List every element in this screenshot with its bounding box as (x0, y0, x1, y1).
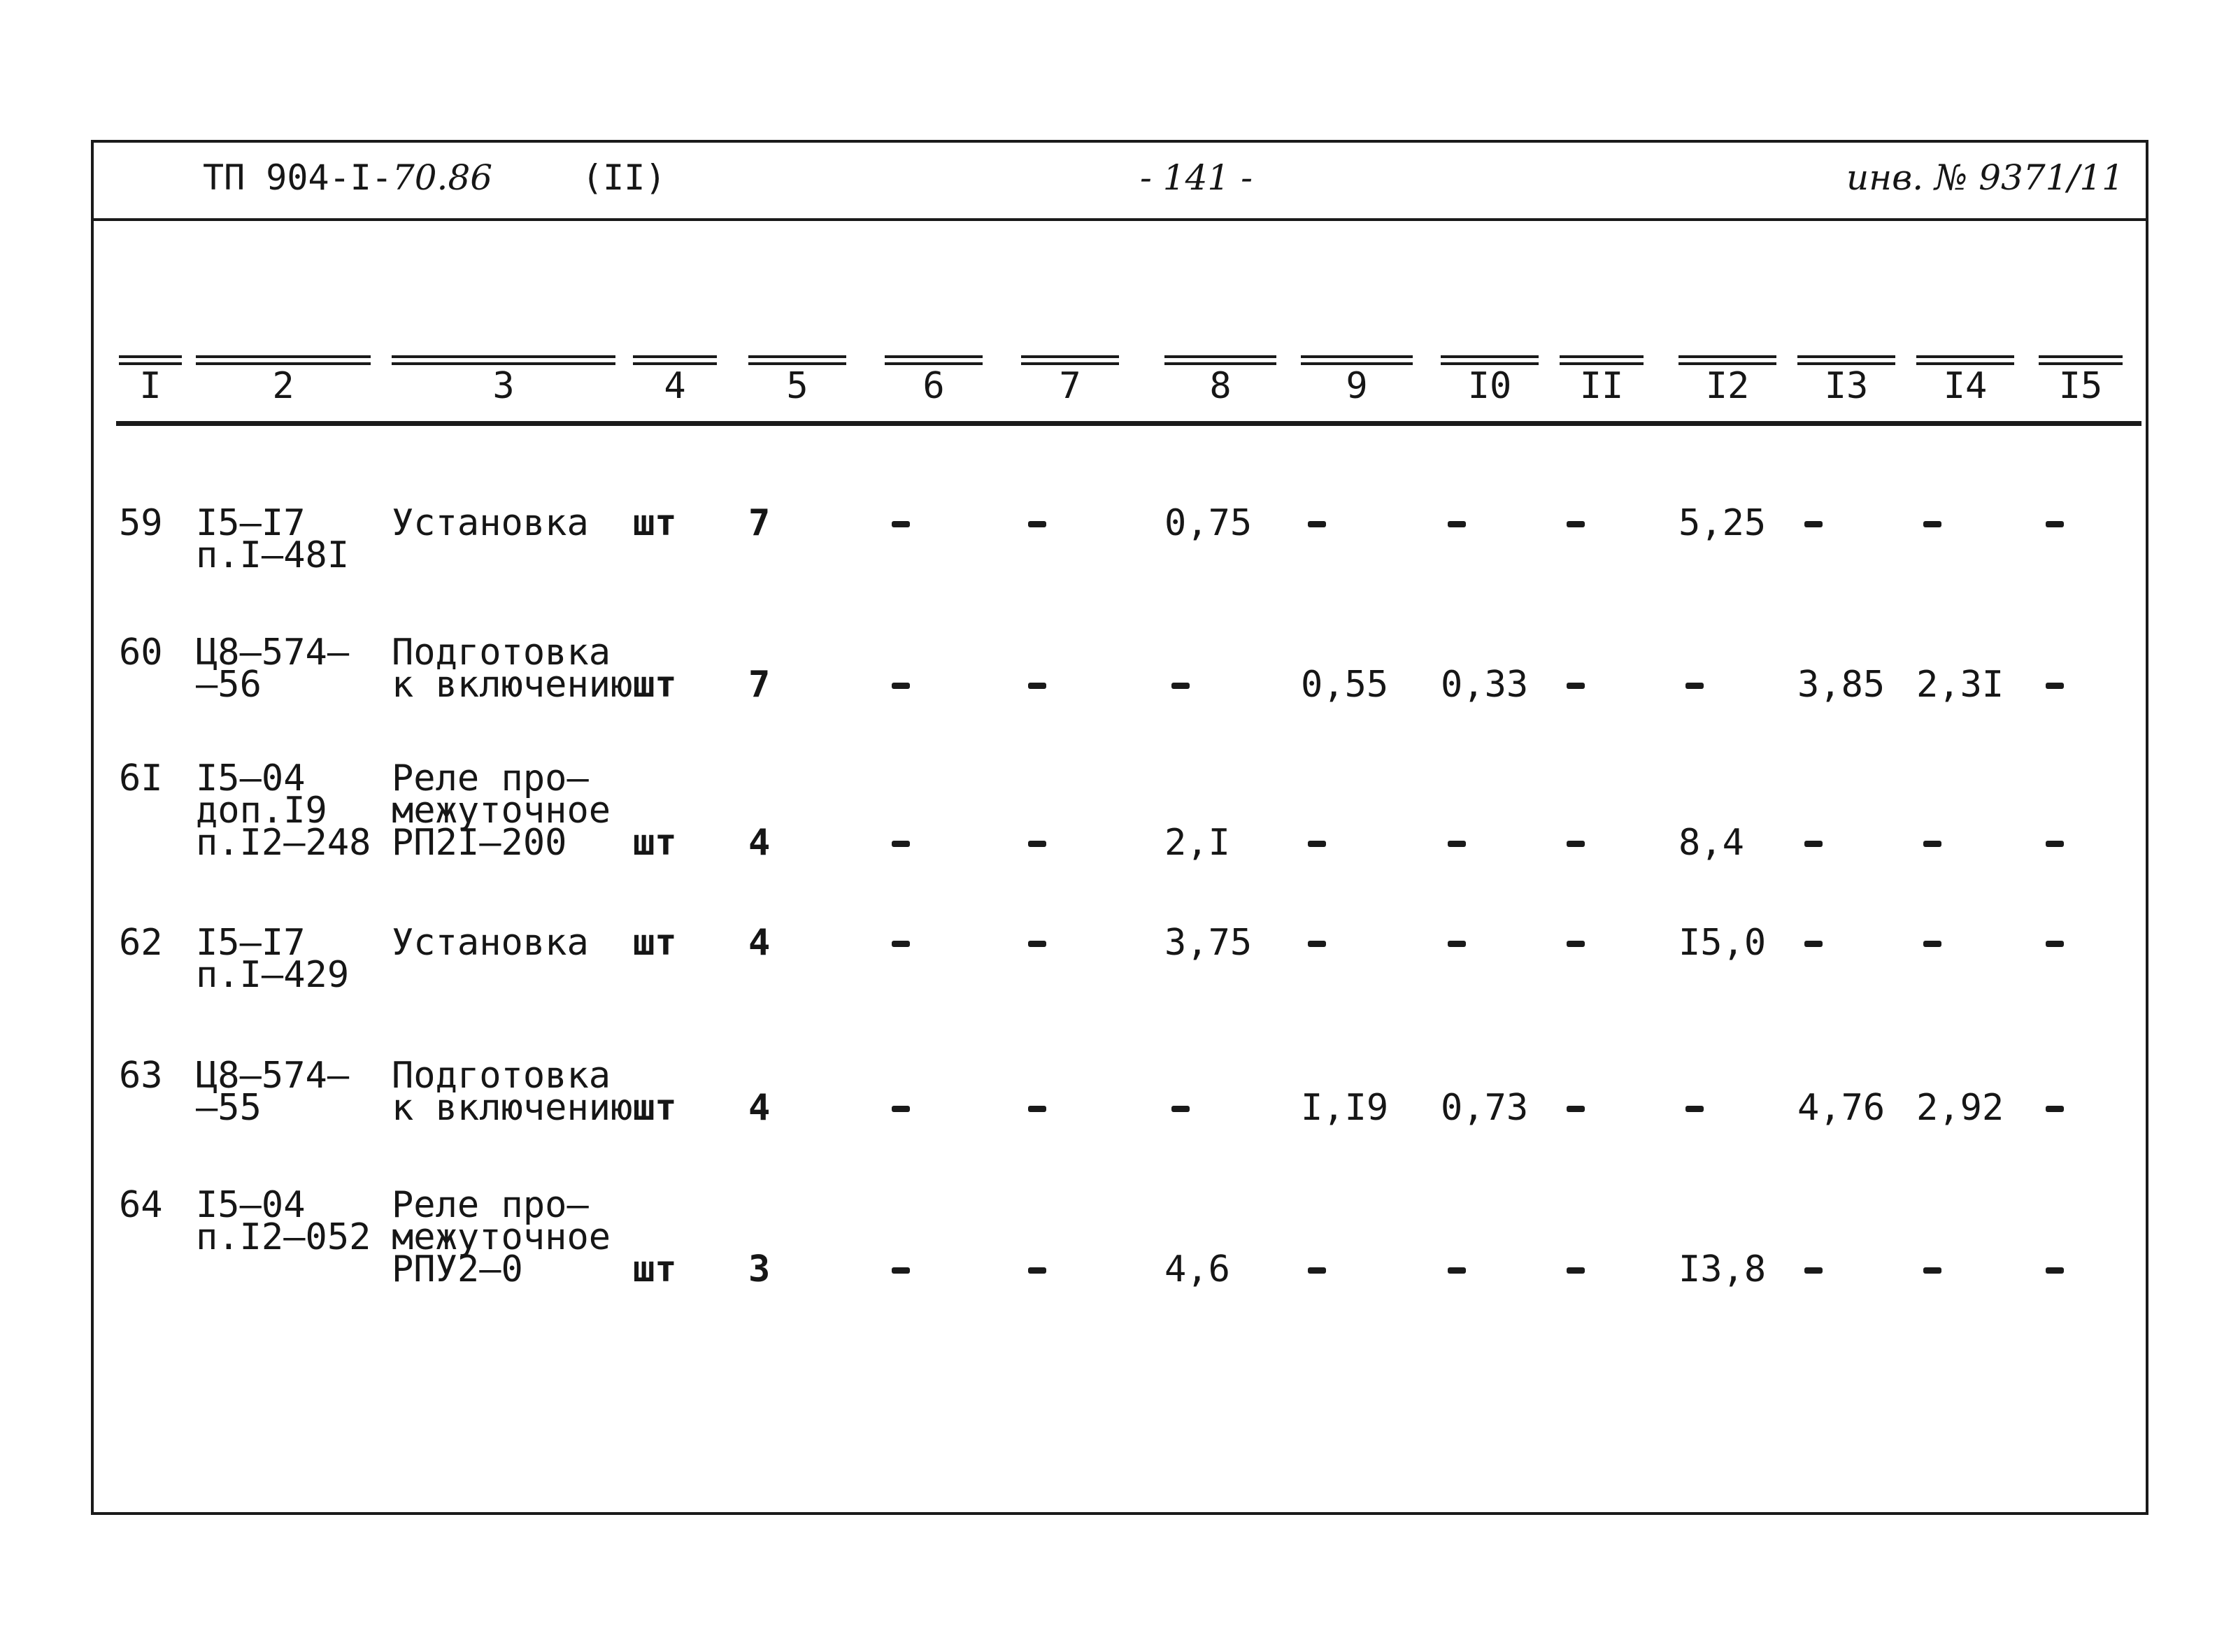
empty-value-dash (2046, 521, 2064, 527)
table-cell-col-4: шт (633, 664, 677, 706)
empty-value-dash (892, 1106, 910, 1112)
table-cell-col-1: 60 (119, 632, 163, 674)
empty-value-dash (1923, 841, 1941, 847)
table-cell-col-2: Ц8–574– –56 (196, 632, 350, 706)
empty-value-dash (1448, 1267, 1466, 1274)
table-cell-col-2: Ц8–574– –55 (196, 1055, 350, 1129)
column-number: I5 (2058, 365, 2103, 407)
table-cell-col-5: 7 (748, 502, 771, 544)
empty-value-dash (2046, 1267, 2064, 1274)
table-cell-col-1: 64 (119, 1184, 163, 1226)
table-cell-col-5: 4 (748, 822, 771, 864)
table-cell-col-8: 2,I (1164, 822, 1230, 864)
header-divider (91, 218, 2148, 221)
table-cell-col-3: Подготовка к включению (392, 632, 633, 706)
table-cell-col-5: 4 (748, 922, 771, 964)
empty-value-dash (1028, 841, 1046, 847)
table-cell-col-1: 63 (119, 1055, 163, 1097)
empty-value-dash (1567, 683, 1585, 689)
table-cell-col-3: Установка (392, 922, 589, 964)
empty-value-dash (1923, 521, 1941, 527)
empty-value-dash (1685, 683, 1704, 689)
empty-value-dash (1567, 841, 1585, 847)
table-cell-col-10: 0,73 (1441, 1087, 1529, 1129)
empty-value-dash (1028, 1106, 1046, 1112)
column-header-rule (196, 355, 371, 365)
volume-label: (II) (582, 157, 667, 198)
column-number: I4 (1943, 365, 1988, 407)
table-cell-col-1: 62 (119, 922, 163, 964)
column-header-rule (1560, 355, 1644, 365)
column-number: I (139, 365, 162, 407)
empty-value-dash (1567, 1267, 1585, 1274)
table-cell-col-5: 7 (748, 664, 771, 706)
empty-value-dash (892, 683, 910, 689)
table-cell-col-4: шт (633, 1087, 677, 1129)
column-header-rule (392, 355, 615, 365)
column-header-rule (2039, 355, 2123, 365)
table-cell-col-4: шт (633, 502, 677, 544)
column-header-rule (1441, 355, 1539, 365)
table-cell-col-4: шт (633, 922, 677, 964)
empty-value-dash (1171, 1106, 1190, 1112)
column-header-rule (1797, 355, 1895, 365)
header-bottom-rule (116, 421, 2141, 426)
column-header-rule (633, 355, 717, 365)
empty-value-dash (1308, 521, 1326, 527)
column-number: II (1579, 365, 1624, 407)
column-number: I3 (1824, 365, 1869, 407)
empty-value-dash (1567, 521, 1585, 527)
table-cell-col-14: 2,92 (1916, 1087, 2004, 1129)
table-cell-col-12: I3,8 (1678, 1248, 1767, 1290)
empty-value-dash (1171, 683, 1190, 689)
column-header-rule (748, 355, 846, 365)
table-cell-col-14: 2,3I (1916, 664, 2004, 706)
column-number: 5 (786, 365, 808, 407)
column-header-rule (885, 355, 983, 365)
table-cell-col-12: 5,25 (1678, 502, 1767, 544)
table-cell-col-4: шт (633, 1248, 677, 1290)
empty-value-dash (1923, 941, 1941, 947)
table-cell-col-13: 3,85 (1797, 664, 1886, 706)
column-number: 6 (922, 365, 945, 407)
document-code: ТП 904-I-70.86 (203, 157, 493, 198)
empty-value-dash (2046, 1106, 2064, 1112)
empty-value-dash (1308, 841, 1326, 847)
empty-value-dash (1448, 521, 1466, 527)
table-cell-col-1: 6I (119, 757, 163, 799)
column-number: 8 (1209, 365, 1232, 407)
empty-value-dash (892, 521, 910, 527)
empty-value-dash (1804, 841, 1823, 847)
table-cell-col-5: 4 (748, 1087, 771, 1129)
column-header-rule (1021, 355, 1119, 365)
page-number: - 141 - (1140, 157, 1253, 198)
column-header-rule (1678, 355, 1776, 365)
empty-value-dash (1804, 521, 1823, 527)
column-header-rule (1164, 355, 1276, 365)
table-cell-col-9: 0,55 (1301, 664, 1389, 706)
empty-value-dash (2046, 683, 2064, 689)
empty-value-dash (1567, 941, 1585, 947)
empty-value-dash (892, 1267, 910, 1274)
table-cell-col-12: 8,4 (1678, 822, 1744, 864)
table-cell-col-8: 4,6 (1164, 1248, 1230, 1290)
empty-value-dash (1804, 1267, 1823, 1274)
column-number: 3 (492, 365, 515, 407)
empty-value-dash (1028, 941, 1046, 947)
empty-value-dash (2046, 841, 2064, 847)
empty-value-dash (1308, 941, 1326, 947)
column-number: 9 (1346, 365, 1368, 407)
empty-value-dash (892, 841, 910, 847)
table-cell-col-10: 0,33 (1441, 664, 1529, 706)
empty-value-dash (1804, 941, 1823, 947)
table-cell-col-4: шт (633, 822, 677, 864)
empty-value-dash (1028, 683, 1046, 689)
table-cell-col-2: I5–I7 п.I–429 (196, 922, 350, 996)
empty-value-dash (1028, 521, 1046, 527)
empty-value-dash (1028, 1267, 1046, 1274)
table-cell-col-3: Реле про– межуточное РП2I–200 (392, 757, 611, 864)
column-header-rule (119, 355, 182, 365)
column-number: 7 (1059, 365, 1081, 407)
empty-value-dash (1308, 1267, 1326, 1274)
table-cell-col-2: I5–I7 п.I–48I (196, 502, 350, 576)
column-number: I0 (1467, 365, 1512, 407)
table-cell-col-12: I5,0 (1678, 922, 1767, 964)
column-number: 2 (272, 365, 294, 407)
empty-value-dash (1448, 841, 1466, 847)
table-cell-col-8: 3,75 (1164, 922, 1253, 964)
table-cell-col-5: 3 (748, 1248, 771, 1290)
column-number: 4 (664, 365, 686, 407)
empty-value-dash (892, 941, 910, 947)
table-cell-col-2: I5–04 п.I2–052 (196, 1184, 371, 1258)
inventory-number: инв. № 9371/11 (1846, 157, 2124, 198)
table-cell-col-9: I,I9 (1301, 1087, 1389, 1129)
table-cell-col-8: 0,75 (1164, 502, 1253, 544)
table-cell-col-1: 59 (119, 502, 163, 544)
table-cell-col-3: Установка (392, 502, 589, 544)
column-header-rule (1301, 355, 1413, 365)
empty-value-dash (2046, 941, 2064, 947)
column-header-rule (1916, 355, 2014, 365)
table-cell-col-13: 4,76 (1797, 1087, 1886, 1129)
table-cell-col-3: Подготовка к включению (392, 1055, 633, 1129)
empty-value-dash (1923, 1267, 1941, 1274)
empty-value-dash (1685, 1106, 1704, 1112)
table-cell-col-3: Реле про– межуточное РПУ2–0 (392, 1184, 611, 1290)
table-cell-col-2: I5–04 доп.I9 п.I2–248 (196, 757, 371, 864)
empty-value-dash (1448, 941, 1466, 947)
column-number: I2 (1705, 365, 1750, 407)
empty-value-dash (1567, 1106, 1585, 1112)
